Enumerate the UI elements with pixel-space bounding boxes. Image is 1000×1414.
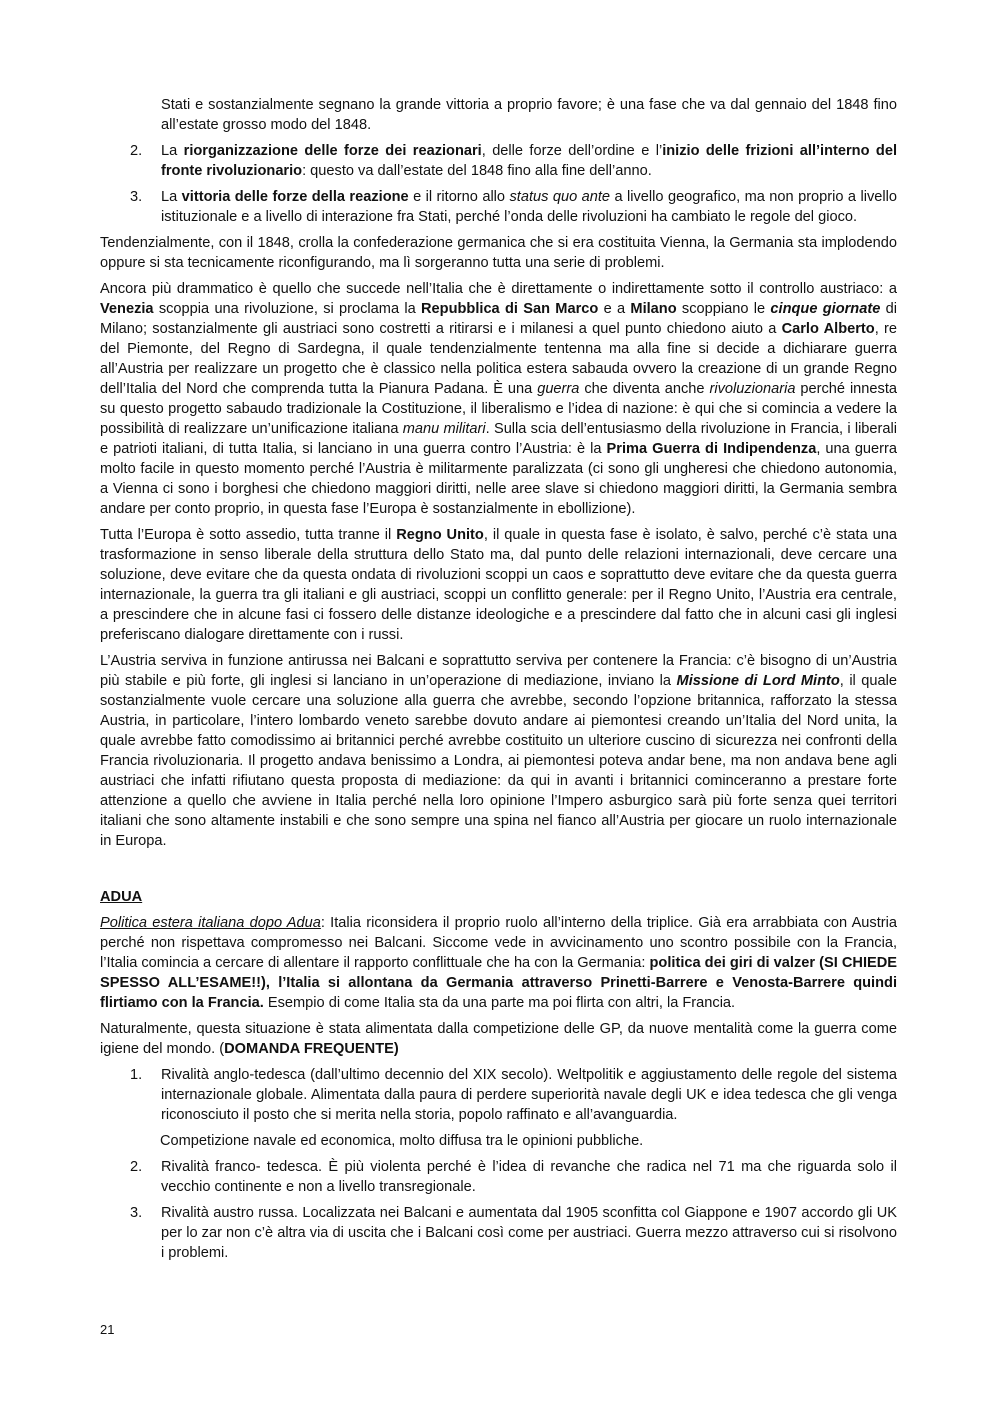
text-run: Ancora più drammatico è quello che succede nell’Italia che è direttamente o indirettamente sotto il controllo austriaco: a xyxy=(100,281,897,297)
paragraph-adua xyxy=(100,913,897,1013)
page-number: 21 xyxy=(100,1322,115,1337)
paragraph-competition xyxy=(100,1019,897,1059)
paragraph-germany: Tendenzialmente, con il 1848, crolla la confederazione germanica che si era costituita Vienna, la Germania sta implodendo oppure si sta tecnicamente riconfigurando, ma lì sorgeranno tutta una serie di problemi. xyxy=(100,235,897,271)
text-run: Tutta l’Europa è sotto assedio, tutta tranne il xyxy=(100,527,397,543)
bold-text: politica dei giri di valzer (SI CHIEDE SPESSO ALL’ESAME!!), l’Italia si allontana da Germania attraverso Prinetti-Barrere e Venosta-Barrere quindi flirtiamo con la Francia. xyxy=(100,955,897,1011)
text-run: La xyxy=(161,143,184,159)
rivalry-item-1 xyxy=(100,1065,897,1125)
list-text: Rivalità anglo-tedesca (dall’ultimo decennio del XIX secolo). Weltpolitik e aggiustamento delle regole del sistema internazionale globale. Alimentata dalla paura di perdere superiorità navale degli UK e idea tedesca che gli venga riconosciuto il posto che si merita nella storia, popolo raffinato e all’avanguardia. xyxy=(161,1067,897,1123)
bold-text: Prima Guerra di Indipendenza xyxy=(606,441,817,457)
text-run: che diventa anche xyxy=(579,381,710,397)
text-run: , il quale sostanzialmente vuole cercare una soluzione alla guerra che avrebbe, secondo l’opzione britannica, rafforzato la stessa Austria, in particolare, l’intero lombardo veneto sarebbe dovuto andare ai piemontesi creando un’Italia del Nord unita, la quale avrebbe fatto comodissimo ai britannici perché avrebbe costituito un ulteriore cuscino di sicurezza nei confronti della Francia rivoluzionaria. Il progetto andava benissimo a Londra, ai piemontesi poteva andar bene, ma non andava bene agli austriaci che infatti rifiutano questa proposta di mediazione: da qui in avanti i britannici cominceranno a prestare forte attenzione a quello che avviene in Italia perché nella loro opinione l’Impero asburgico sarà più forte senza quei territori italiani che sono altamente instabili e che sono sempre una spina nel fianco all’Austria per giocare un ruolo internazionale in Europa. xyxy=(100,673,898,849)
text-run: La xyxy=(161,189,182,205)
text-run: scoppiano le xyxy=(676,301,771,317)
text-run: , una guerra molto facile in questo momento perché l’Austria è militarmente paralizzata (ci sono gli ungheresi che chiedono autonomia, a Vienna ci sono i borghesi che chiedono maggiori diritti, nelle aree slave si chiedono maggiori diritti, la Germania sembra andare per conto proprio, in questa fase l’Europa è sostanzialmente in ebollizione). xyxy=(100,441,898,517)
text-run: , delle forze dell’ordine e l’ xyxy=(481,143,663,159)
bold-text: inizio delle frizioni all’interno del fronte rivoluzionario xyxy=(161,143,897,179)
list-number: 3. xyxy=(130,189,143,205)
text-run: : questo va dall’estate del 1848 fino alla fine dell’anno. xyxy=(302,163,652,179)
bold-italic-text: Missione di Lord Minto xyxy=(676,673,840,689)
italic-text: status quo ante xyxy=(509,189,611,205)
document-page xyxy=(100,95,897,1269)
text-run: e a xyxy=(598,301,631,317)
bold-text: DOMANDA FREQUENTE) xyxy=(224,1041,399,1057)
text-run: , il quale in questa fase è isolato, è salvo, perché c’è stata una trasformazione in senso liberale della struttura dello Stato ma, dal punto delle relazioni internazionali, deve cercare una soluzione, deve evitare che da questa ondata di rivoluzioni scoppi un caos e soprattutto deve evitare che da questa guerra internazionale, la guerra tra gli italiani e gli austriaci, scoppi un conflitto generale: per il Regno Unito, l’Austria era centrale, a prescindere che in alcune fasi ci fossero delle distanze ideologiche e a prescindere dal fatto che in alcuni casi gli inglesi preferiscano dialogare direttamente con i russi. xyxy=(100,527,897,643)
list-number: 3. xyxy=(130,1205,143,1221)
bold-text: vittoria delle forze della reazione xyxy=(181,189,409,205)
paragraph-austria xyxy=(100,651,897,851)
bold-text: Milano xyxy=(630,301,677,317)
bold-text: riorganizzazione delle forze dei reazionari xyxy=(183,143,482,159)
list-item-3 xyxy=(100,187,897,227)
text-run: Naturalmente, questa situazione è stata alimentata dalla competizione delle GP, da nuove mentalità come la guerra come igiene del mondo. ( xyxy=(100,1021,897,1057)
italic-text: manu militari xyxy=(402,421,486,437)
text-run: scoppia una rivoluzione, si proclama la xyxy=(153,301,422,317)
list-number: 1. xyxy=(130,1067,143,1083)
bold-text: Regno Unito xyxy=(396,527,484,543)
text-run: di Milano; sostanzialmente gli austriaci sono costretti a ritirarsi e i milanesi a quel punto chiedono aiuto a xyxy=(100,301,897,337)
text-run: . Sulla scia dell’entusiasmo della rivoluzione in Francia, i liberali e patrioti italiani, di tutta Italia, si lanciano in una guerra contro l’Austria: è la xyxy=(100,421,898,457)
text-run: perché innesta su questo progetto sabaudo tradizionale la Costituzione, il liberalismo e l’idea di nazione: è qui che si comincia a vedere la possibilità di realizzare un’unificazione italiana xyxy=(100,381,897,437)
bold-text: Repubblica di San Marco xyxy=(421,301,599,317)
list-number: 2. xyxy=(130,1159,143,1175)
italic-text: guerra xyxy=(537,381,580,397)
section-heading: ADUA xyxy=(100,889,143,905)
paragraph-uk xyxy=(100,525,897,645)
italic-text: rivoluzionaria xyxy=(709,381,796,397)
bold-text: Carlo Alberto xyxy=(781,321,875,337)
bold-italic-text: cinque giornate xyxy=(770,301,881,317)
list-item-2 xyxy=(100,141,897,181)
rivalry-item-1-note: Competizione navale ed economica, molto diffusa tra le opinioni pubbliche. xyxy=(160,1133,644,1149)
rivalry-item-2 xyxy=(100,1157,897,1197)
text-run: L’Austria serviva in funzione antirussa nei Balcani e soprattutto serviva per contenere la Francia: c’è bisogno di un’Austria più stabile e più forte, gli inglesi si lanciano in un’operazione di mediazione, inviano la xyxy=(100,653,897,689)
text-run: a livello geografico, ma non proprio a livello istituzionale e a livello di interazione fra Stati, perché l’onda delle rivoluzioni ha cambiato le regole del gioco. xyxy=(161,189,897,225)
text-run: , re del Piemonte, del Regno di Sardegna, il quale tendenzialmente tentenna ma alla fine si decide a dichiarare guerra all’Austria per realizzare un progetto che è classico nella politica estera sabauda ovvero la creazione di un grande Regno dell’Italia del Nord che comprenda tutta la Pianura Padana. È una xyxy=(100,321,897,397)
text-run: Esempio di come Italia sta da una parte ma poi flirta con altri, la Francia. xyxy=(263,995,736,1011)
rivalry-item-3 xyxy=(100,1203,897,1263)
underlined-italic-text: Politica estera italiana dopo Adua xyxy=(100,915,321,931)
paragraph-italy xyxy=(100,279,897,519)
text-run: e il ritorno allo xyxy=(408,189,510,205)
list-text: Rivalità austro russa. Localizzata nei Balcani e aumentata dal 1905 sconfitta col Giappone e 1907 accordo gli UK per lo zar non c’è altra via di uscita che i Balcani così come per austriaci. Guerra mezzo attraverso cui si risolvono i problemi. xyxy=(161,1205,897,1261)
list-number: 2. xyxy=(130,143,143,159)
list-item-1-continued: Stati e sostanzialmente segnano la grande vittoria a proprio favore; è una fase che va dal gennaio del 1848 fino all’estate grosso modo del 1848. xyxy=(161,97,897,133)
bold-text: Venezia xyxy=(100,301,154,317)
text-run: : Italia riconsidera il proprio ruolo all’interno della triplice. Già era arrabbiata con Austria perché non rispettava compromesso nei Balcani. Siccome vede in avvicinamento uno scontro possibile con la Francia, l’Italia comincia a cercare di allentare il rapporto conflittuale che ha con la Germania: xyxy=(100,915,897,971)
list-text: Rivalità franco- tedesca. È più violenta perché è l’idea di revanche che radica nel 71 ma che riguarda solo il vecchio continente e non a livello transregionale. xyxy=(161,1159,897,1195)
